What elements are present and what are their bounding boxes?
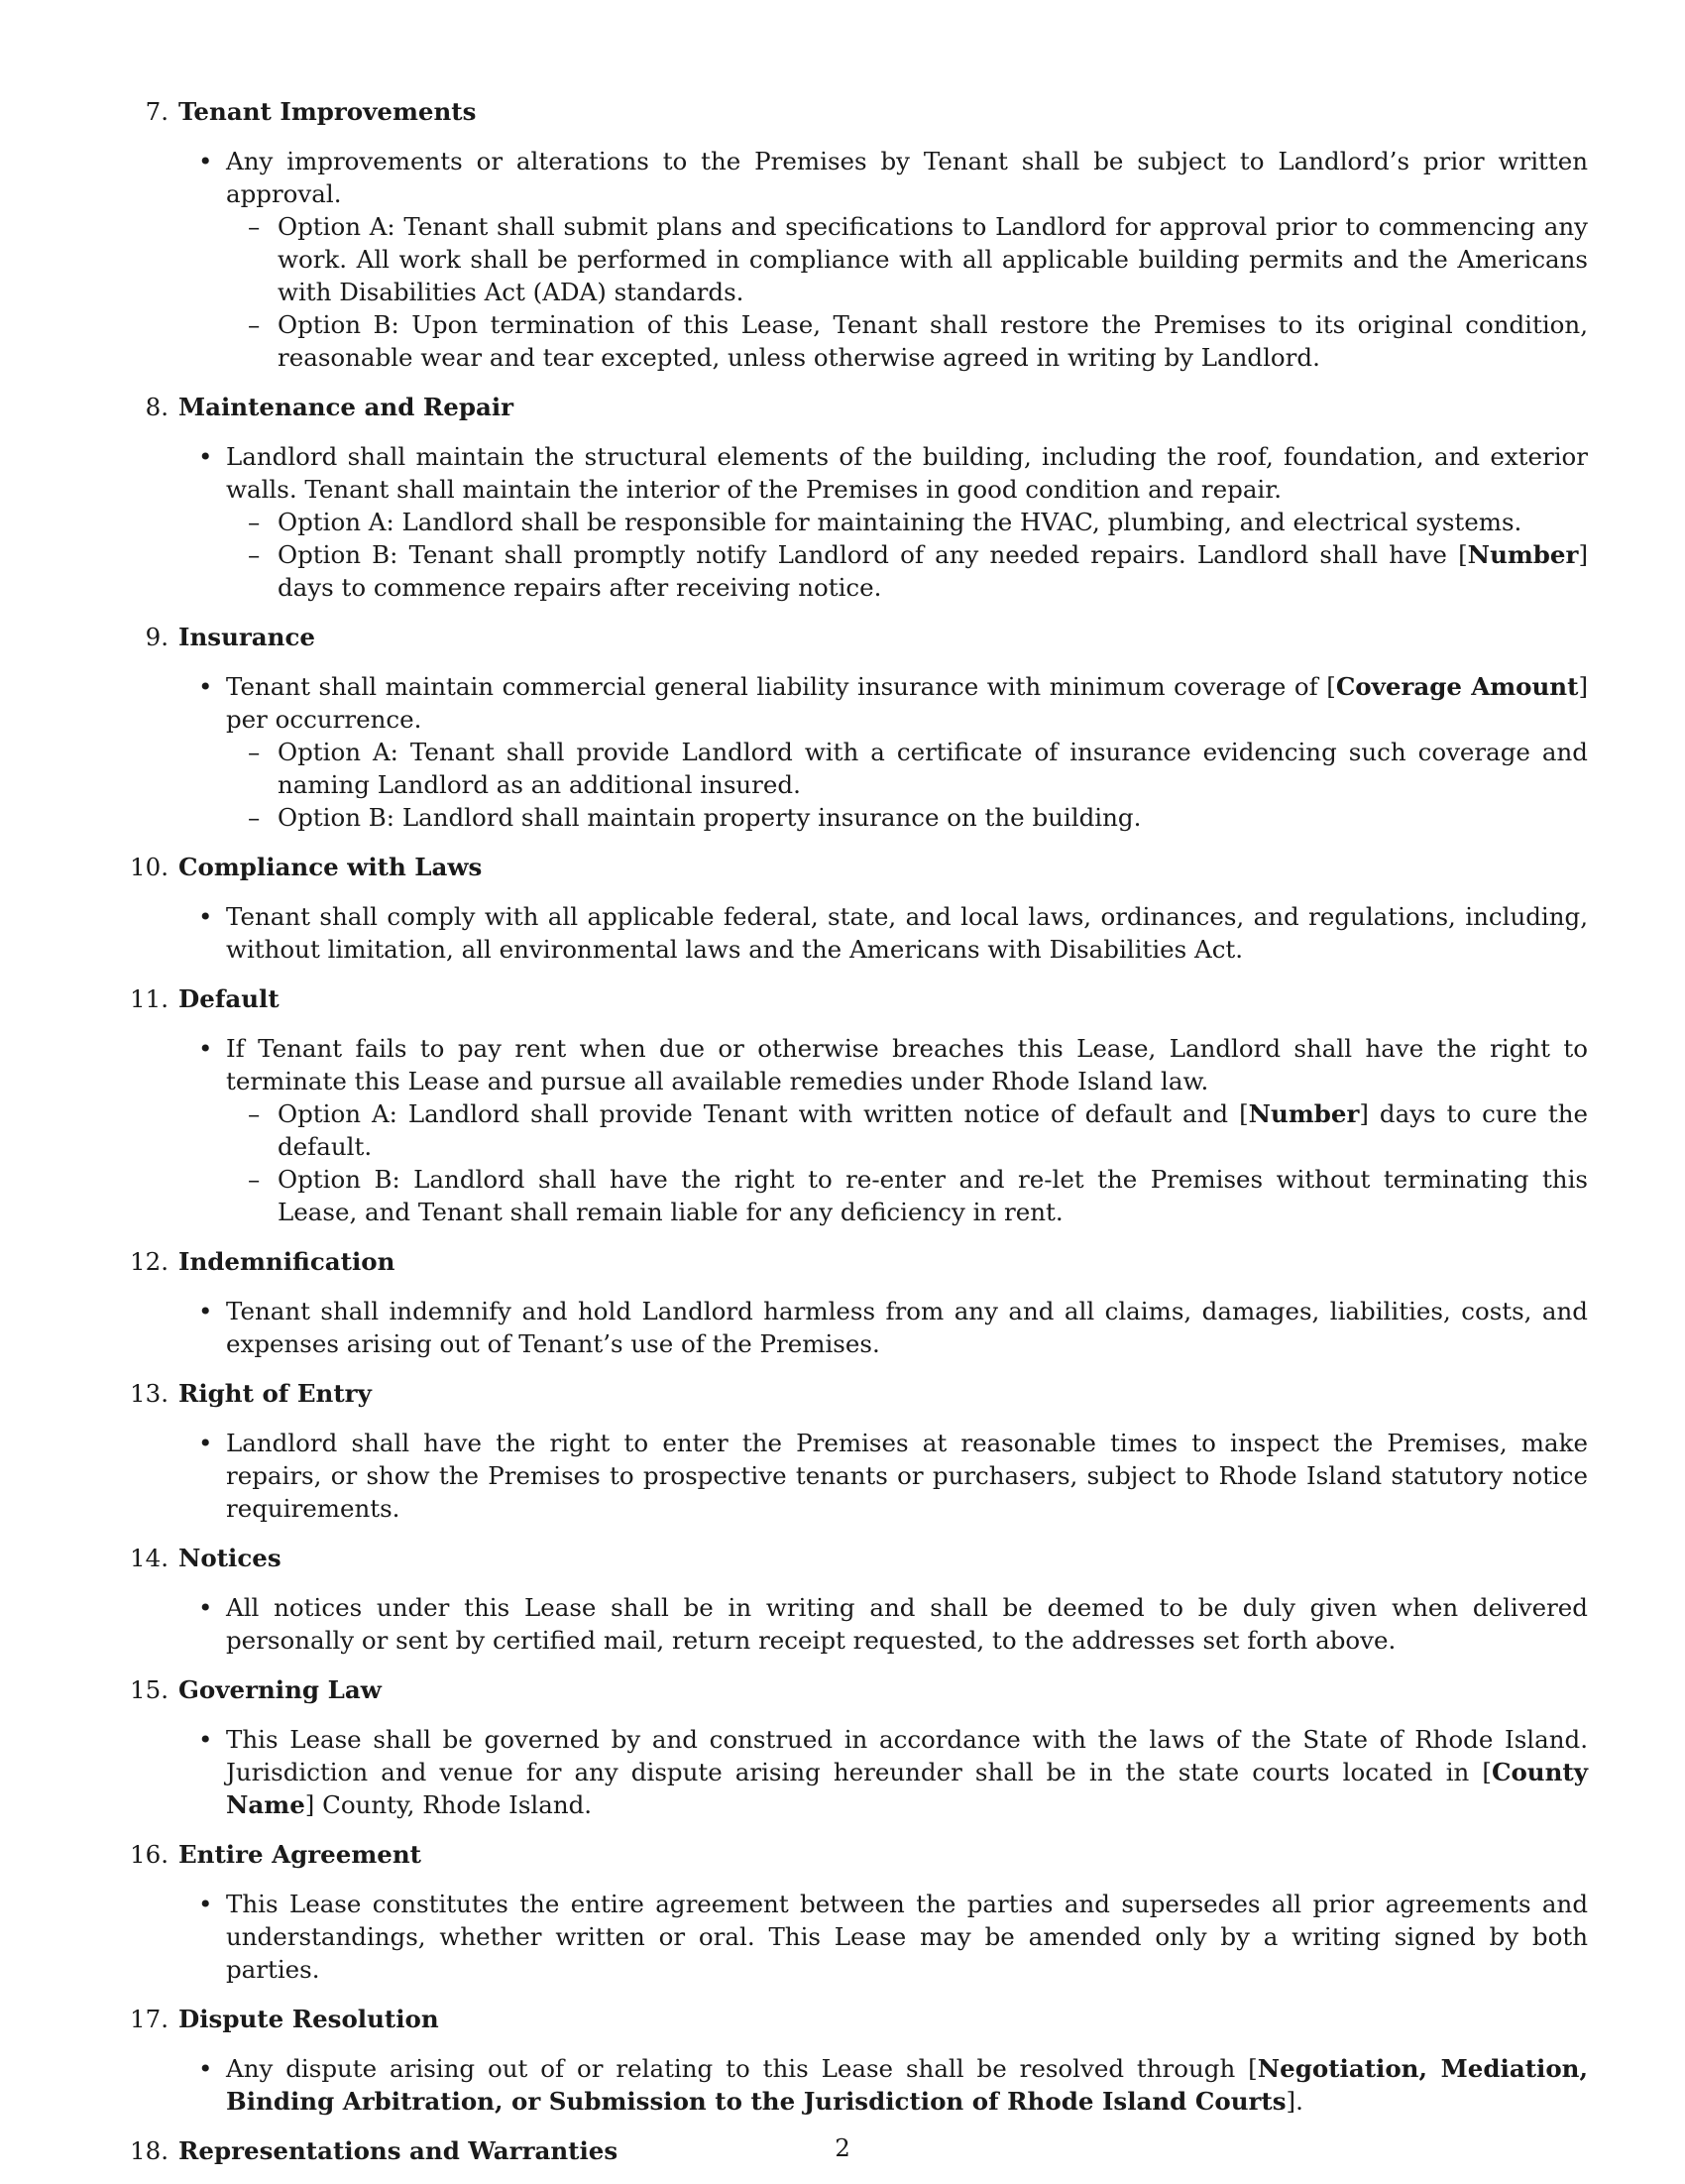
section-insurance bbox=[127, 621, 1588, 834]
bullet-item: • All notices under this Lease shall be in writing and shall be deemed to be duly given when delivered personally or sent by certified mail, return receipt requested, to the addresses set forth above. bbox=[226, 1591, 1588, 1657]
option-a bbox=[278, 1097, 1588, 1163]
bullet-text: ] County, Rhode Island. bbox=[304, 1790, 593, 1819]
section-title: Insurance bbox=[178, 623, 315, 651]
section-number: 16. bbox=[130, 1840, 168, 1869]
bullet-item bbox=[226, 440, 1588, 604]
section-heading bbox=[127, 621, 1588, 653]
section-title: Notices bbox=[178, 1544, 281, 1572]
section-number: 12. bbox=[130, 1247, 168, 1276]
placeholder-number: Number bbox=[1467, 540, 1579, 569]
placeholder-coverage-amount: Coverage Amount bbox=[1335, 672, 1579, 701]
bullet-item: • Tenant shall comply with all applicable federal, state, and local laws, ordinances, and regulations, including, without limitation, all environmental laws and the Americans with Disabilities Act. bbox=[226, 900, 1588, 966]
section-tenant-improvements bbox=[127, 95, 1588, 374]
section-number: 8. bbox=[145, 393, 168, 421]
bullet-list bbox=[127, 440, 1588, 604]
section-number: 11. bbox=[130, 984, 168, 1013]
section-number: 13. bbox=[130, 1379, 168, 1408]
option-text: ] days to cure the default. bbox=[278, 1099, 1588, 1161]
bullet-item bbox=[226, 670, 1588, 834]
section-number: 10. bbox=[130, 853, 168, 881]
bullet-list bbox=[127, 1032, 1588, 1228]
placeholder-number: Number bbox=[1248, 1099, 1360, 1128]
section-heading bbox=[127, 851, 1588, 883]
option-b: – Option B: Landlord shall maintain property insurance on the building. bbox=[278, 801, 1588, 834]
option-list bbox=[226, 736, 1588, 834]
bullet-item bbox=[226, 1032, 1588, 1228]
section-heading bbox=[127, 1245, 1588, 1278]
section-heading bbox=[127, 95, 1588, 128]
section-heading bbox=[127, 1673, 1588, 1706]
section-title: Right of Entry bbox=[178, 1379, 372, 1408]
option-list bbox=[226, 1097, 1588, 1228]
option-a: – Option A: Tenant shall provide Landlord with a certificate of insurance evidencing such coverage and naming Landlord as an additional insured. bbox=[278, 736, 1588, 801]
section-heading bbox=[127, 1838, 1588, 1871]
section-right-of-entry bbox=[127, 1377, 1588, 1525]
bullet-text: Any dispute arising out of or relating to this Lease shall be resolved through [ bbox=[226, 2054, 1258, 2083]
bullet-item bbox=[226, 1723, 1588, 1821]
section-number: 7. bbox=[145, 97, 168, 126]
section-number: 18. bbox=[130, 2136, 168, 2165]
option-text: Option B: Tenant shall promptly notify Landlord of any needed repairs. Landlord shall have [ bbox=[278, 540, 1468, 569]
section-number: 15. bbox=[130, 1675, 168, 1704]
option-text: ] days to commence repairs after receiving notice. bbox=[278, 540, 1588, 602]
placeholder-dispute-method: Negotiation, Mediation, Binding Arbitration, or Submission to the Jurisdiction of Rhode Island Courts bbox=[226, 2054, 1589, 2116]
option-b: – Option B: Landlord shall have the right to re-enter and re-let the Premises without terminating this Lease, and Tenant shall remain liable for any deficiency in rent. bbox=[278, 1163, 1588, 1228]
bullet-text: If Tenant fails to pay rent when due or otherwise breaches this Lease, Landlord shall have the right to terminate this Lease and pursue all available remedies under Rhode Island law. bbox=[226, 1034, 1588, 1095]
option-a: – Option A: Landlord shall be responsible for maintaining the HVAC, plumbing, and electrical systems. bbox=[278, 506, 1588, 538]
section-compliance-with-laws bbox=[127, 851, 1588, 966]
section-heading bbox=[127, 1542, 1588, 1574]
section-number: 9. bbox=[145, 623, 168, 651]
bullet-list bbox=[127, 1888, 1588, 1986]
section-title: Tenant Improvements bbox=[178, 97, 477, 126]
section-heading bbox=[127, 982, 1588, 1015]
bullet-list bbox=[127, 900, 1588, 966]
option-b bbox=[278, 538, 1588, 604]
document-page bbox=[127, 95, 1588, 2184]
bullet-item: • Landlord shall have the right to enter the Premises at reasonable times to inspect the Premises, make repairs, or show the Premises to prospective tenants or purchasers, subject to Rhode Island statutory notice requirements. bbox=[226, 1427, 1588, 1525]
section-title: Representations and Warranties bbox=[178, 2136, 618, 2165]
bullet-text: Tenant shall maintain commercial general liability insurance with minimum coverage of [ bbox=[226, 672, 1336, 701]
bullet-list bbox=[127, 670, 1588, 834]
section-title: Compliance with Laws bbox=[178, 853, 483, 881]
section-title: Indemnification bbox=[178, 1247, 395, 1276]
section-indemnification bbox=[127, 1245, 1588, 1360]
section-default bbox=[127, 982, 1588, 1228]
bullet-list bbox=[127, 145, 1588, 374]
bullet-text: Any improvements or alterations to the Premises by Tenant shall be subject to Landlord’s prior written approval. bbox=[226, 147, 1588, 208]
section-heading bbox=[127, 2003, 1588, 2035]
section-entire-agreement bbox=[127, 1838, 1588, 1986]
section-dispute-resolution bbox=[127, 2003, 1588, 2118]
section-governing-law bbox=[127, 1673, 1588, 1821]
section-notices bbox=[127, 1542, 1588, 1657]
section-number: 17. bbox=[130, 2005, 168, 2033]
bullet-list bbox=[127, 2052, 1588, 2118]
bullet-text: This Lease shall be governed by and construed in accordance with the laws of the State of Rhode Island. Jurisdiction and venue for any dispute arising hereunder shall be in the state courts located in [ bbox=[226, 1725, 1588, 1786]
section-title: Default bbox=[178, 984, 280, 1013]
bullet-list bbox=[127, 1295, 1588, 1360]
option-list bbox=[226, 210, 1588, 374]
bullet-item bbox=[226, 2052, 1588, 2118]
bullet-list bbox=[127, 1591, 1588, 1657]
bullet-item: • This Lease constitutes the entire agreement between the parties and supersedes all prior agreements and understandings, whether written or oral. This Lease may be amended only by a writing signed by both parties. bbox=[226, 1888, 1588, 1986]
option-a: – Option A: Tenant shall submit plans and specifications to Landlord for approval prior to commencing any work. All work shall be performed in compliance with all applicable building permits and the Americans with Disabilities Act (ADA) standards. bbox=[278, 210, 1588, 308]
section-heading bbox=[127, 391, 1588, 423]
section-title: Entire Agreement bbox=[178, 1840, 421, 1869]
page-number: 2 bbox=[835, 2133, 850, 2162]
section-title: Dispute Resolution bbox=[178, 2005, 439, 2033]
bullet-text: ] per occurrence. bbox=[226, 672, 1588, 734]
section-number: 14. bbox=[130, 1544, 168, 1572]
section-maintenance-and-repair bbox=[127, 391, 1588, 604]
placeholder-county-name: County Name bbox=[226, 1758, 1588, 1819]
option-list bbox=[226, 506, 1588, 604]
bullet-item bbox=[226, 145, 1588, 374]
section-heading bbox=[127, 1377, 1588, 1410]
bullet-item: • Tenant shall indemnify and hold Landlord harmless from any and all claims, damages, liabilities, costs, and expenses arising out of Tenant’s use of the Premises. bbox=[226, 1295, 1588, 1360]
bullet-text: ]. bbox=[1286, 2087, 1303, 2116]
section-title: Maintenance and Repair bbox=[178, 393, 514, 421]
section-title: Governing Law bbox=[178, 1675, 382, 1704]
bullet-text: Landlord shall maintain the structural elements of the building, including the roof, foundation, and exterior walls. Tenant shall maintain the interior of the Premises in good condition and repair. bbox=[226, 442, 1588, 504]
option-b: – Option B: Upon termination of this Lease, Tenant shall restore the Premises to its original condition, reasonable wear and tear excepted, unless otherwise agreed in writing by Landlord. bbox=[278, 308, 1588, 374]
bullet-list bbox=[127, 1427, 1588, 1525]
bullet-list bbox=[127, 1723, 1588, 1821]
option-text: Option A: Landlord shall provide Tenant with written notice of default and [ bbox=[278, 1099, 1249, 1128]
